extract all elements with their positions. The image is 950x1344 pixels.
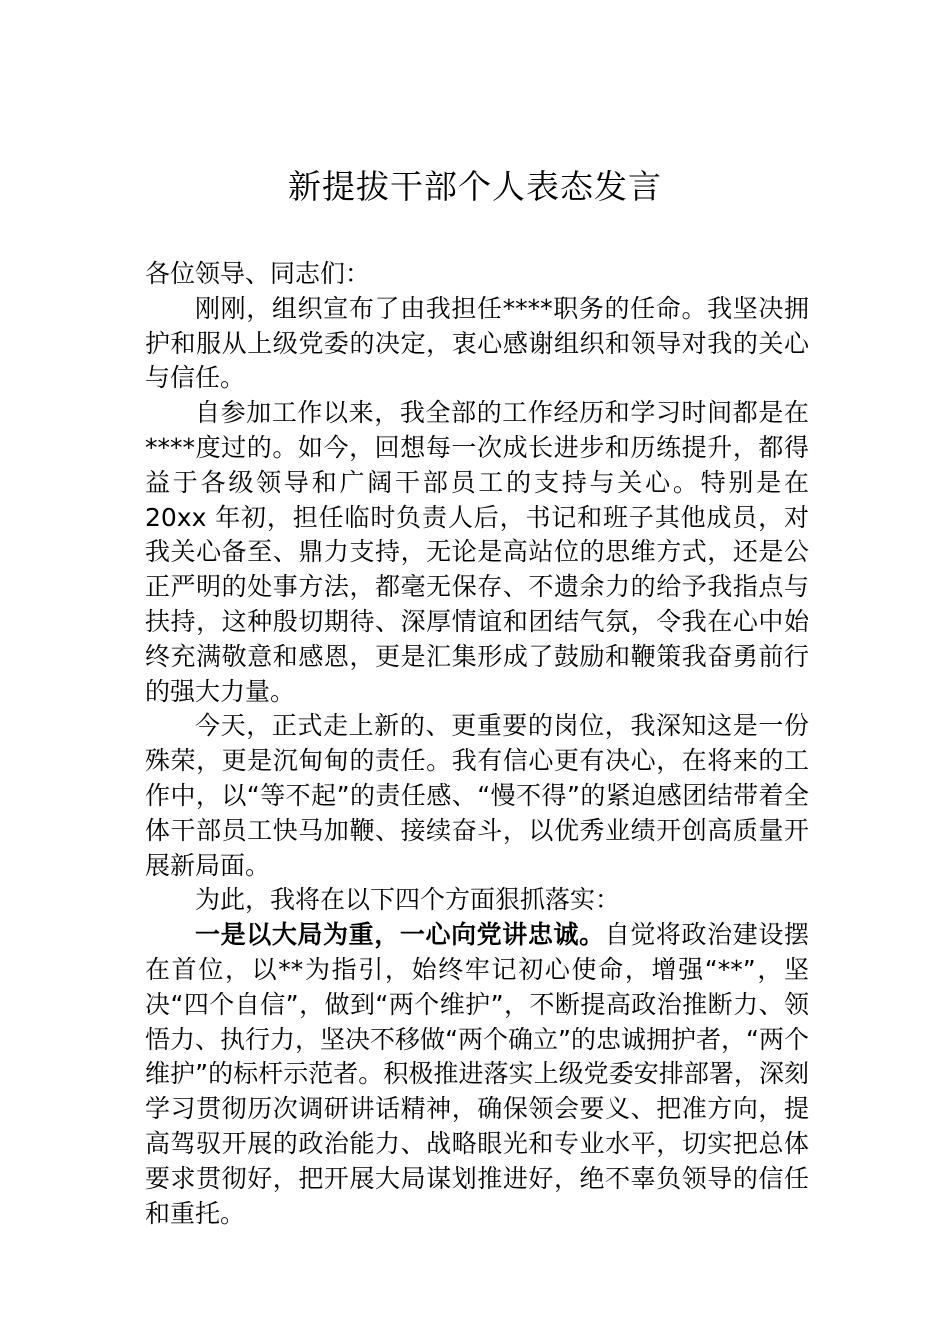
point-one-text: 自觉将政治建设摆在首位，以**为指引，始终牢记初心使命，增强“**”，坚决“四个自信”，做到“两个维护”，不断提高政治推断力、领悟力、执行力，坚决不移做“两个确立”的忠诚拥护者，“两个维护”的标杆示范者。积极推进落实上级党委安排部署，深刻学习贯彻历次调研讲话精神，确保领会要义、把准方向，提高驾驭开展的政治能力、战略眼光和专业水平，切实把总体要求贯彻好，把开展大局谋划推进好，绝不辜负领导的信任和重托。	[145, 920, 809, 1228]
document-body	[145, 257, 809, 1231]
page-title: 新提拔干部个人表态发言	[288, 167, 662, 206]
salutation: 各位领导、同志们：	[145, 259, 371, 288]
paragraph-experience: 自参加工作以来，我全部的工作经历和学习时间都是在****度过的。如今，回想每一次成长进步和历练提升，都得益于各级领导和广阔干部员工的支持与关心。特别是在 20xx 年初，担任临时负责人后，书记和班子其他成员，对我关心备至、鼎力支持，无论是高站位的思维方式，还是公正严明的处事方法，都毫无保存、不遗余力的给予我指点与扶持，这种殷切期待、深厚情谊和团结气氛，令我在心中始终充满敬意和感恩，更是汇集形成了鼓励和鞭策我奋勇前行的强大力量。	[145, 398, 809, 706]
paragraph-commitment: 今天，正式走上新的、更重要的岗位，我深知这是一份殊荣，更是沉甸甸的责任。我有信心更有决心，在将来的工作中，以“等不起”的责任感、“慢不得”的紧迫感团结带着全体干部员工快马加鞭、接续奋斗，以优秀业绩开创高质量开展新局面。	[145, 711, 809, 880]
paragraph-transition: 为此，我将在以下四个方面狠抓落实：	[195, 885, 621, 915]
point-one-heading: 一是以大局为重，一心向党讲忠诚。	[195, 920, 605, 950]
paragraph-appointment: 刚刚，组织宣布了由我担任****职务的任命。我坚决拥护和服从上级党委的决定，衷心感谢组织和领导对我的关心与信任。	[145, 293, 809, 393]
paragraph-point-one	[145, 918, 809, 1231]
